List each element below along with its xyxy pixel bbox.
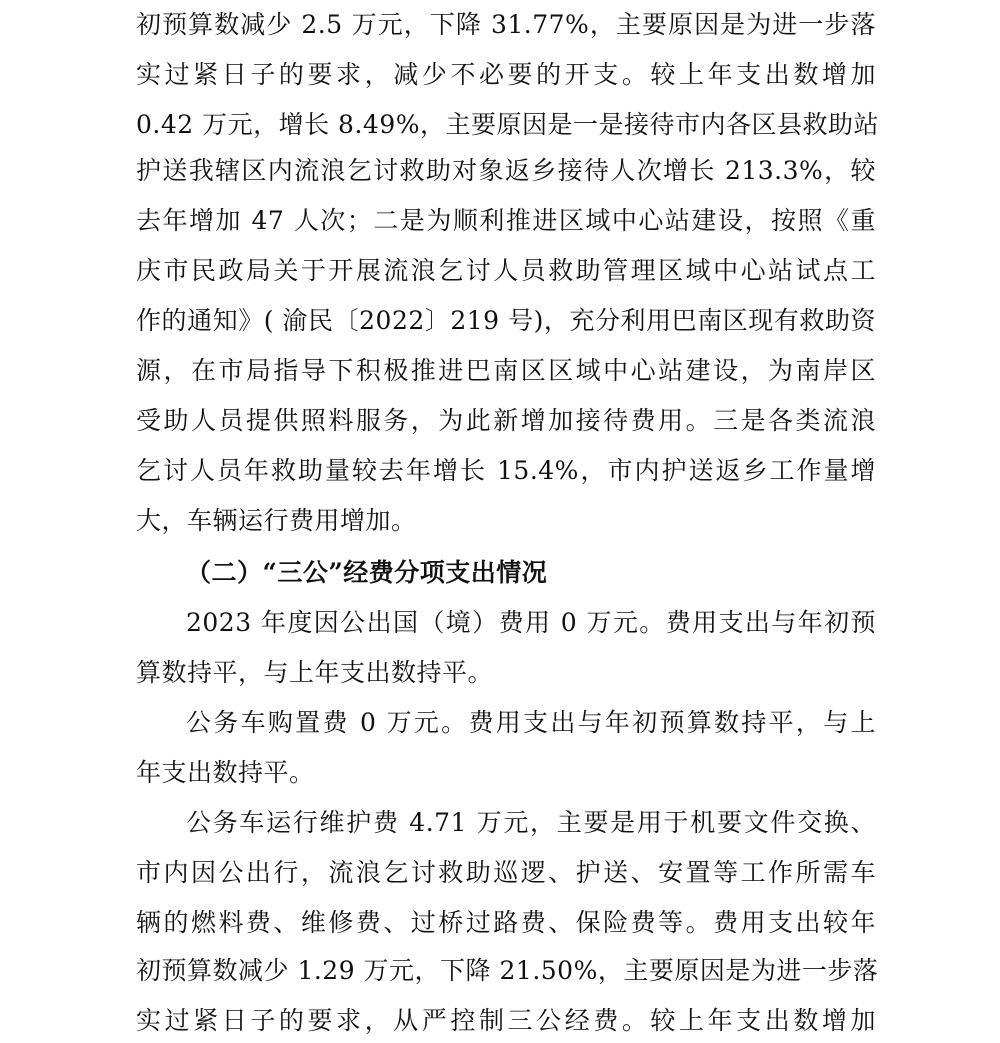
- text-line: 年支出数持平。: [136, 758, 315, 787]
- text-line: 去年增加 47 人次；二是为顺利推进区域中心站建设，按照《重: [136, 206, 876, 235]
- text-line: 初预算数减少 1.29 万元，下降 21.50%，主要原因是为进一步落: [136, 956, 879, 985]
- section-heading: （二）“三公”经费分项支出情况: [186, 558, 548, 587]
- text-line: 源，在市局指导下积极推进巴南区区域中心站建设，为南岸区: [136, 356, 876, 385]
- text-line: 受助人员提供照料服务，为此新增加接待费用。三是各类流浪: [136, 406, 876, 435]
- text-line: 算数持平，与上年支出数持平。: [136, 658, 494, 687]
- text-line: 作的通知》( 渝民〔2022〕219 号)，充分利用巴南区现有救助资: [136, 306, 876, 335]
- text-line: 0.42 万元，增长 8.49%，主要原因是一是接待市内各区县救助站: [136, 110, 879, 139]
- text-line: 实过紧日子的要求，减少不必要的开支。较上年支出数增加: [136, 60, 876, 89]
- text-line: 护送我辖区内流浪乞讨救助对象返乡接待人次增长 213.3%，较: [136, 156, 876, 185]
- text-line: 乞讨人员年救助量较去年增长 15.4%，市内护送返乡工作量增: [136, 456, 876, 485]
- text-line: 大，车辆运行费用增加。: [136, 506, 417, 535]
- text-line: 公务车运行维护费 4.71 万元，主要是用于机要文件交换、: [186, 808, 876, 837]
- text-line: 市内因公出行，流浪乞讨救助巡逻、护送、安置等工作所需车: [136, 858, 876, 887]
- text-line: 庆市民政局关于开展流浪乞讨人员救助管理区域中心站试点工: [136, 256, 876, 285]
- text-line: 2023 年度因公出国（境）费用 0 万元。费用支出与年初预: [186, 608, 876, 637]
- text-line: 公务车购置费 0 万元。费用支出与年初预算数持平，与上: [186, 708, 876, 737]
- text-line: 初预算数减少 2.5 万元，下降 31.77%，主要原因是为进一步落: [136, 10, 876, 39]
- text-line: 辆的燃料费、维修费、过桥过路费、保险费等。费用支出较年: [136, 908, 876, 937]
- text-line: 实过紧日子的要求，从严控制三公经费。较上年支出数增加: [136, 1006, 876, 1035]
